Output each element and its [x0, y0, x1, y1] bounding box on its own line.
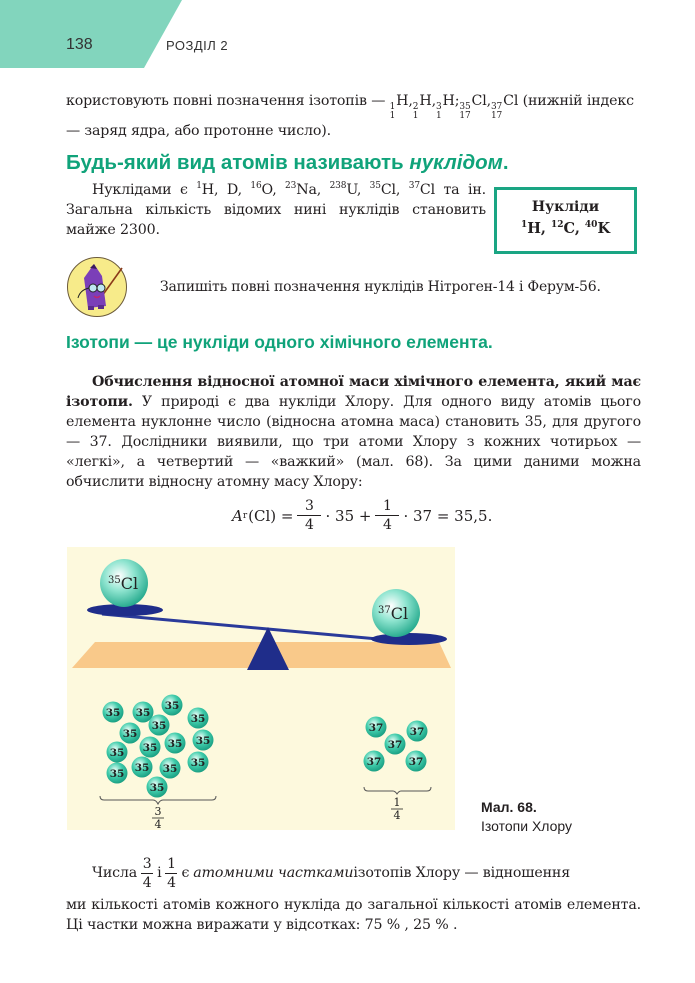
heading-isotopes: Ізотопи — це нукліди одного хімічного елемента. [66, 332, 493, 352]
small-atom [165, 733, 186, 754]
right-pan [371, 633, 447, 645]
small-atom-label: 37 [387, 739, 403, 751]
frac-den: 4 [142, 874, 152, 891]
final-text-1: ізотопів Хлору — відношення [353, 865, 571, 881]
caption-title: Мал. 68. [481, 799, 537, 815]
nuclide: $^{238}$U, [329, 181, 370, 198]
intro-paragraph [66, 91, 641, 141]
isotope-notation: 35 17 Cl, [459, 93, 491, 121]
atomic-fraction-paragraph [66, 853, 641, 935]
frac-den: 4 [167, 874, 176, 891]
nuclides-box-title: Нукліди [531, 199, 600, 215]
heading-nuclide-text: Будь-який вид атомів називають [66, 151, 410, 174]
intro-text-b: (нижній індекс — заряд ядра, або протонне число). [66, 93, 634, 139]
final-term: атомними частками [193, 865, 354, 881]
nuclides-paragraph [66, 180, 486, 240]
small-atom-label: 37 [368, 722, 384, 734]
small-atom-label: 35 [134, 762, 150, 774]
nuclide: $^{16}$O, [250, 181, 286, 198]
heavy-brace [364, 787, 431, 794]
nuclides-box [494, 187, 637, 254]
small-atom-label: 35 [164, 700, 180, 712]
heavy-fraction-den: 4 [393, 809, 401, 822]
small-atom-label: 37 [366, 756, 382, 768]
small-atom-label: 37 [408, 756, 424, 768]
small-atom-label: 35 [142, 742, 158, 754]
page-number: 138 [66, 36, 93, 53]
fraction-three-quarters [297, 498, 321, 533]
nuclide: $^{40}$K [584, 220, 611, 237]
caption-text: Ізотопи Хлору [481, 818, 573, 834]
final-and: і [157, 865, 162, 881]
isotope-notation: 2 1 H, [412, 93, 436, 121]
frac-num: 3 [305, 498, 314, 514]
calculation-text: У природі є два нукліди Хлору. Для одного виду атомів цього елемента нуклонне число (відносна атомна маса) становить 35, для другого — 37. Дослідники виявили, що три атоми Хлору з кожних чотирьох — «легкі», а четвертий — «важкий» (мал. 68). За цими даними можна обчислити відносну атомну масу Хлору: [66, 394, 641, 490]
final-text-2: ми кількості атомів кожного нукліда до загальної кількості атомів елемента. Ці частки можна виражати у відсотках: 75 % , 25 % . [66, 897, 641, 933]
nuclide: $^1$H, [196, 181, 227, 198]
nuclide: $^{12}$C, [551, 220, 585, 237]
light-atoms-group [103, 695, 214, 798]
frac-num: 3 [142, 855, 152, 872]
fraction-one-quarter [375, 498, 399, 533]
light-fraction-den: 4 [154, 818, 162, 830]
small-atom-label: 35 [167, 738, 183, 750]
intro-text-a: користовують повні позначення ізотопів — [66, 93, 390, 109]
small-atom [364, 751, 385, 772]
small-atom-label: 37 [409, 726, 425, 738]
figure-caption [481, 798, 572, 836]
isotope-notation: 3 1 H; [435, 93, 460, 121]
small-atom-label: 35 [122, 728, 138, 740]
nuclides-tail: та ін. Загальна кількість відомих нині нуклідів становить майже 2300. [66, 182, 486, 238]
nuclide: $^{37}$Cl [408, 181, 435, 198]
calculation-lead: Обчислення відносної атомної маси хімічного елемента, який має ізотопи. [66, 374, 641, 410]
small-atom-label: 35 [135, 707, 151, 719]
isotope-notations [389, 93, 519, 121]
chapter-title: РОЗДІЛ 2 [166, 38, 229, 53]
small-atom [162, 695, 183, 716]
nuclides-box-items [497, 220, 634, 237]
frac-num: 1 [167, 855, 176, 872]
isotope-notation: 37 17 Cl [490, 93, 519, 121]
small-atom [407, 721, 428, 742]
small-atom [193, 730, 214, 751]
small-atom-label: 35 [105, 707, 121, 719]
formula-term1: · 35 + [325, 506, 372, 525]
final-fraction-1 [141, 856, 153, 891]
small-atom [107, 742, 128, 763]
small-atom-label: 35 [195, 735, 211, 747]
small-atom-label: 35 [149, 782, 165, 794]
nuclide: $^1$H, [520, 220, 551, 237]
pencil-mascot-icon [66, 256, 128, 318]
small-atom [147, 777, 168, 798]
heavy-fraction-num: 1 [393, 796, 401, 809]
nuclides-lead: Нуклідами є [92, 182, 197, 198]
small-atom [160, 758, 181, 779]
small-atom-label: 35 [109, 768, 125, 780]
calculation-paragraph [66, 372, 641, 492]
svg-text:35Cl: $^{35}$Cl [108, 574, 139, 593]
small-atom [120, 723, 141, 744]
small-atom-label: 35 [151, 720, 167, 732]
small-atom-label: 35 [162, 763, 178, 775]
task-text: Запишіть повні позначення нуклідів Нітроген-14 і Ферум-56. [160, 279, 601, 295]
figure-chlorine-isotopes [67, 547, 455, 830]
small-atom [107, 763, 128, 784]
small-atom [188, 708, 209, 729]
atomic-mass-formula [232, 498, 492, 533]
small-atom [149, 715, 170, 736]
small-atom-label: 35 [190, 713, 206, 725]
small-atom [366, 717, 387, 738]
heading-nuclide-term: нуклідом [409, 151, 503, 174]
balance-illustration [67, 547, 455, 830]
header-band [0, 0, 185, 68]
heavy-atoms-group [364, 717, 428, 772]
frac-den: 4 [305, 517, 314, 533]
small-atom [140, 737, 161, 758]
formula-symbol: A [232, 506, 243, 525]
frac-den: 4 [382, 517, 392, 533]
small-atom [406, 751, 427, 772]
isotope-notation: 1 1 H, [389, 93, 413, 121]
nuclides-list [196, 182, 435, 198]
final-lead: Числа [92, 865, 138, 881]
formula-subscript: r [242, 510, 248, 521]
small-atom [132, 757, 153, 778]
heading-nuclide-end: . [502, 151, 509, 174]
small-atom [188, 752, 209, 773]
formula-arg: (Cl) = [248, 506, 294, 525]
svg-text:37Cl: $^{37}$Cl [378, 604, 409, 623]
small-atom-label: 35 [109, 747, 125, 759]
small-atom [385, 734, 406, 755]
nuclide: $^{35}$Cl, [369, 181, 409, 198]
heading-nuclide [66, 151, 509, 175]
small-atom-label: 35 [190, 757, 206, 769]
final-fraction-2 [165, 856, 177, 891]
light-fraction-num: 3 [154, 805, 162, 818]
small-atom [103, 702, 124, 723]
final-is: є [181, 865, 190, 881]
frac-num: 1 [382, 498, 392, 514]
nuclide: $^{23}$Na, [285, 181, 330, 198]
formula-result: · 37 = 35,5. [403, 506, 493, 525]
nuclide: D, [226, 182, 251, 198]
